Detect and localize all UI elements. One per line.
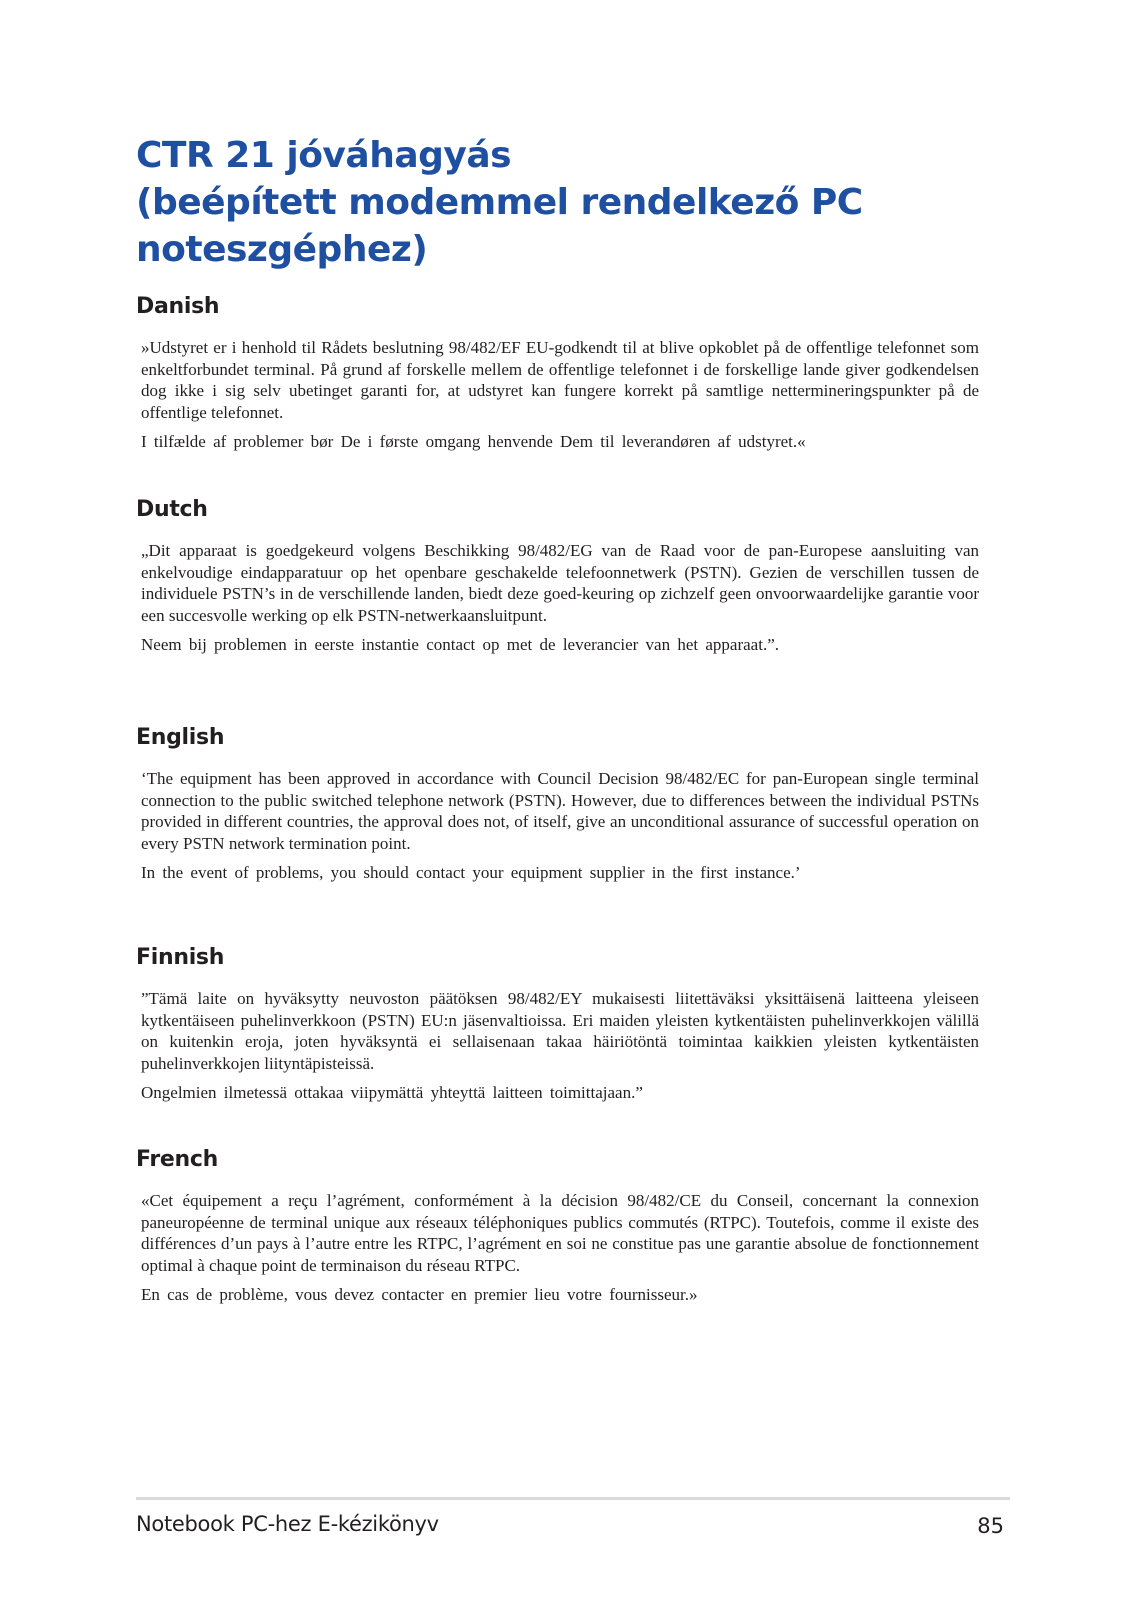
- statement-paragraph: „Dit apparaat is goedgekeurd volgens Beschikking 98/482/EG van de Raad voor de pan-Europese aansluiting van enkelvoudige eindapparatuur op het openbare geschakelde telefoonnetwerk (PSTN). Gezien de verschillen tussen de individuele PSTN’s in de verschillende landen, biedt deze goed-keuring op zichzelf geen onvoorwaardelijke garantie voor een succesvolle werking op elk PSTN-netwerkaansluitpunt.: [141, 541, 979, 625]
- page-title-line: (beépített modemmel rendelkező PC: [136, 182, 863, 223]
- page-title-line: CTR 21 jóváhagyás: [136, 135, 512, 176]
- section-finnish: [136, 944, 979, 1104]
- statement-paragraph: ”Tämä laite on hyväksytty neuvoston päätöksen 98/482/EY mukaisesti liitettäväksi yksittäisenä laitteena yleiseen kytkentäiseen puhelinverkkoon (PSTN) EU:n jäsenvaltioissa. Eri maiden yleisten kytkentäisten puhelinverkkojen välillä on kuitenkin eroja, joten hyväksyntä ei sellaisenaan takaa häiriötöntä toimintaa kaikkien yleisten kytkentäisten puhelinverkkojen liityntäpisteissä.: [141, 989, 979, 1073]
- contact-paragraph: Ongelmien ilmetessä ottakaa viipymättä yhteyttä laitteen toimittajaan.”: [141, 1083, 643, 1102]
- footer-manual-title: Notebook PC-hez E-kézikönyv: [136, 1512, 439, 1536]
- footer-divider: [136, 1497, 1010, 1500]
- page-title: [136, 132, 956, 273]
- contact-paragraph: Neem bij problemen in eerste instantie contact op met de leverancier van het apparaat.”.: [141, 635, 779, 654]
- contact-paragraph: I tilfælde af problemer bør De i første omgang henvende Dem til leverandøren af udstyret.«: [141, 432, 806, 451]
- contact-paragraph: In the event of problems, you should contact your equipment supplier in the first instance.’: [141, 863, 801, 882]
- section-english: [136, 724, 979, 884]
- section-danish: [136, 293, 979, 453]
- section-dutch: [136, 496, 979, 656]
- section-french: [136, 1146, 979, 1306]
- section-heading: Finnish: [136, 945, 225, 970]
- statement-paragraph: ‘The equipment has been approved in accordance with Council Decision 98/482/EC for pan-European single terminal connection to the public switched telephone network (PSTN). However, due to differences between the individual PSTNs provided in different countries, the approval does not, of itself, give an unconditional assurance of successful operation on every PSTN network termination point.: [141, 769, 979, 853]
- statement-paragraph: «Cet équipement a reçu l’agrément, conformément à la décision 98/482/CE du Conseil, concernant la connexion paneuropéenne de terminal unique aux réseaux téléphoniques publics commutés (RTPC). Toutefois, comme il existe des différences d’un pays à l’autre entre les RTPC, l’agrément en soi ne constitue pas une garantie absolue de fonctionnement optimal à chaque point de terminaison du réseau RTPC.: [141, 1191, 979, 1275]
- contact-paragraph: En cas de problème, vous devez contacter en premier lieu votre fournisseur.»: [141, 1285, 698, 1304]
- section-heading: Danish: [136, 294, 220, 319]
- statement-paragraph: »Udstyret er i henhold til Rådets beslutning 98/482/EF EU-godkendt til at blive opkoblet på de offentlige telefonnet som enkeltforbundet terminal. På grund af forskelle mellem de offentlige telefonnet i de forskellige lande giver godkendelsen dog ikke i sig selv ubetinget garanti for, at udstyret kan fungere korrekt på samtlige nettermineringspunkter på de offentlige telefonnet.: [141, 338, 979, 422]
- page-title-line: noteszgéphez): [136, 229, 428, 270]
- page-number: 85: [977, 1514, 1004, 1538]
- section-heading: English: [136, 725, 225, 750]
- section-heading: French: [136, 1147, 218, 1172]
- section-heading: Dutch: [136, 497, 208, 522]
